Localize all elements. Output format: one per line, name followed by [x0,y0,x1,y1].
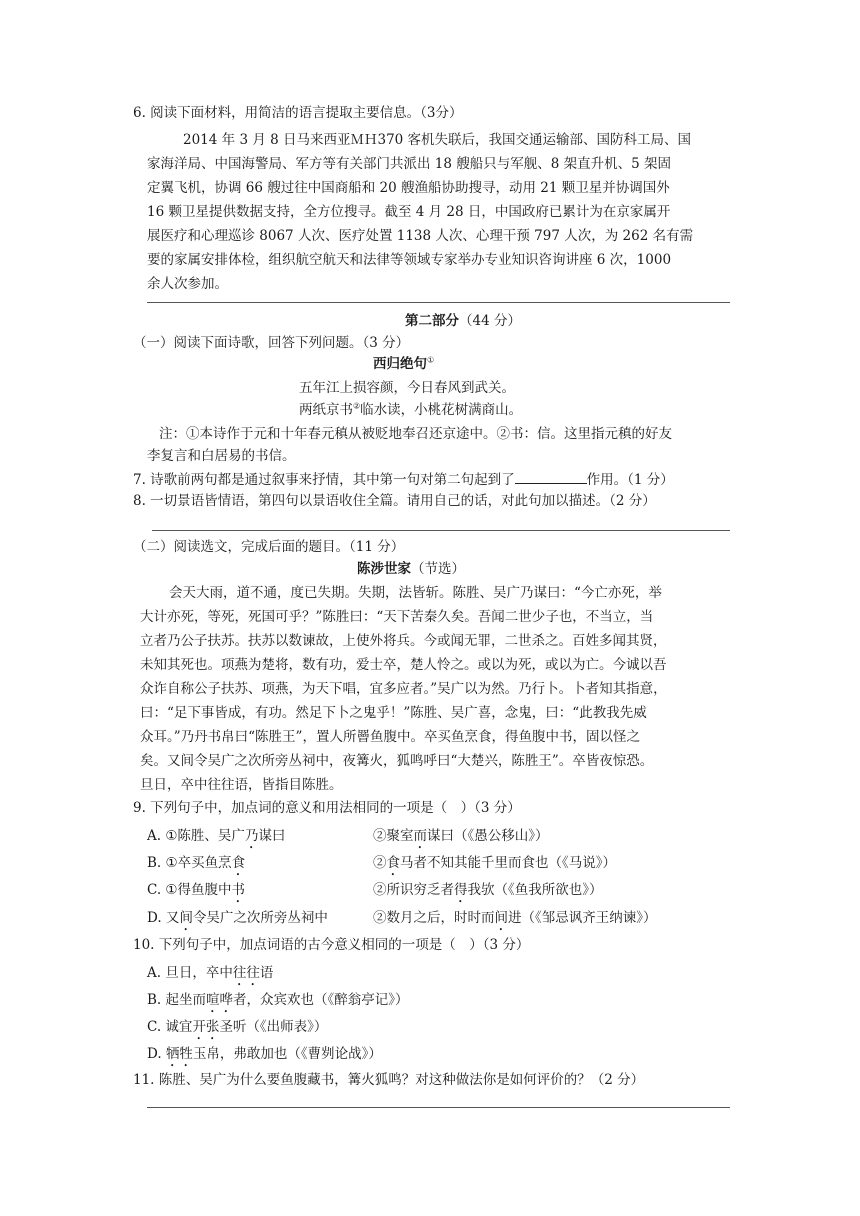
q6-line: 要的家属安排体检，组织航空航天和法律等领域专家举办专业知识咨询讲座 6 次，1000 [147,252,672,268]
dotted-word: 食 [231,855,246,871]
q9-option-a-right: ②聚室而谋曰（《愚公移山》） [373,828,549,844]
passage-line: 曰：“足下事皆成，有功。然足下卜之鬼乎！”陈胜、吴广喜，念鬼，曰：“此教我先威 [140,705,647,721]
poem-line-1: 五年江上损容颜，今日春风到武关。 [299,380,515,396]
reading-title-wrap [357,559,465,579]
dotted-word: 间 [179,910,193,926]
q9-option-a-left: A. ①陈胜、吴广乃谋曰 [147,828,286,844]
reading-subtitle: （节选） [411,561,465,577]
reading-intro: （二）阅读选文，完成后面的题目。（11 分） [133,539,405,555]
poem-line-2-b: 临水读，小桃花树满商山。 [360,402,523,418]
passage-line: 众耳。”乃丹书帛曰“陈胜王”，置人所罾鱼腹中。卒买鱼烹食，得鱼腹中书，固以怪之 [140,729,640,745]
passage-line: 会天大雨，道不通，度已失期。失期，法皆斩。陈胜、吴广乃谋曰：“今亡亦死，举 [169,585,662,601]
passage-line: 矣。又间令吴广之次所旁丛祠中，夜篝火，狐鸣呼曰“大楚兴，陈胜王”。卒皆夜惊恐。 [140,753,654,769]
q9-option-c-right: ②所识穷乏者得我欤（《鱼我所欲也》） [373,882,603,898]
dotted-word: 喧哗 [206,992,234,1008]
q10-option-d: D. 牺牲玉帛，弗敢加也（《曹刿论战》） [147,1046,382,1062]
q10-stem: 10. 下列句子中，加点词语的古今意义相同的一项是（ ）（3 分） [133,937,530,953]
dotted-word: 乃 [244,828,259,844]
q6-line: 家海洋局、中国海警局、军方等有关部门共派出 18 艘船只与军舰、8 架直升机、5 架固 [147,156,672,172]
q7-text-b: 作用。（1 分） [586,472,674,488]
poem-line-2 [299,400,522,420]
dotted-word: 间 [494,910,508,926]
footnote-marker: ① [427,355,435,365]
q9-option-d-right: ②数月之后，时时而间进（《邹忌讽齐王纳谏》） [373,910,657,926]
poem-line-2-a: 两纸京书 [299,402,353,418]
passage-line: 未知其死也。项燕为楚将，数有功，爱士卒，楚人怜之。或以为死，或以为亡。今诚以吾 [140,657,667,673]
q11: 11. 陈胜、吴广为什么要鱼腹藏书，篝火狐鸣？对这种做法你是如何评价的？（2 分） [133,1072,645,1088]
passage-line: 立者乃公子扶苏。扶苏以数谏故，上使外将兵。今或闻无罪，二世杀之。百姓多闻其贤， [140,633,667,649]
q7 [133,469,674,490]
q10-option-a: A. 旦日，卒中往往语 [147,965,274,981]
q6-line: 2014 年 3 月 8 日马来西亚ＭＨ370 客机失联后，我国交通运输部、国防科工局、国 [183,132,692,148]
poem-intro: （一）阅读下面诗歌，回答下列问题。（3 分） [133,335,410,351]
q10-option-b: B. 起坐而喧哗者，众宾欢也（《醉翁亭记》） [147,992,409,1008]
q6-line: 16 颗卫星提供数据支持，全方位搜寻。截至 4 月 28 日，中国政府已累计为在京家属开 [147,204,671,220]
poem-title: 西归绝句 [373,356,427,372]
passage-line: 旦日，卒中往往语，皆指目陈胜。 [140,777,343,793]
q9-option-d-left: D. 又间令吴广之次所旁丛祠中 [147,910,328,926]
passage-line: 大计亦死，等死，死国可乎？”陈胜曰：“天下苦秦久矣。吾闻二世少子也，不当立，当 [140,609,654,625]
passage-line: 众诈自称公子扶苏、项燕，为天下唱，宜多应者。”吴广以为然。乃行卜。卜者知其指意， [140,681,667,697]
q6-line: 展医疗和心理巡诊 8067 人次、医疗处置 1138 人次、心理干预 797 人次，为 262 名有需 [147,228,694,244]
answer-line [147,302,730,303]
dotted-word: 书 [231,882,246,898]
q9-option-c-left: C. ①得鱼腹中书 [147,882,246,898]
q6-stem: 6. 阅读下面材料，用简洁的语言提取主要信息。（3分） [133,105,463,121]
reading-title: 陈涉世家 [357,561,411,577]
q9-option-b-left: B. ①卒买鱼烹食 [147,855,246,871]
fill-blank[interactable] [515,469,587,484]
dotted-word: 得 [454,882,468,898]
poem-title-wrap [373,354,434,374]
q9-option-b-right: ②食马者不知其能千里而食也（《马说》） [373,855,616,871]
q7-text-a: 7. 诗歌前两句都是通过叙事来抒情，其中第一句对第二句起到了 [133,472,515,488]
q8: 8. 一切景语皆情语，第四句以景语收住全篇。请用自己的话，对此句加以描述。（2 分） [133,493,656,509]
q6-line: 定翼飞机，协调 66 艘过往中国商船和 20 艘渔船协助搜寻，动用 21 颗卫星并协调国外 [147,180,670,196]
q9-stem: 9. 下列句子中，加点词的意义和用法相同的一项是（ ）（3 分） [133,800,521,816]
dotted-word: 往往 [232,965,260,981]
answer-line [147,1107,730,1108]
answer-line [152,530,730,531]
part2-score: （44 分） [459,313,521,329]
poem-note-1: 注：①本诗作于元和十年春元稹从被贬地奉召还京途中。②书：信。这里指元稹的好友 [159,426,672,442]
dotted-word: 食 [386,855,400,871]
footnote-marker: ② [353,401,361,411]
dotted-word: 开张 [192,1019,220,1035]
dotted-word: 而 [413,828,427,844]
q10-option-c: C. 诚宜开张圣听（《出师表》） [147,1019,328,1035]
part2-header [405,311,521,331]
q6-line: 余人次参加。 [147,276,228,292]
poem-note-2: 李复言和白居易的书信。 [147,448,296,464]
dotted-word: 牺牲 [165,1046,193,1062]
part2-title: 第二部分 [405,313,459,329]
